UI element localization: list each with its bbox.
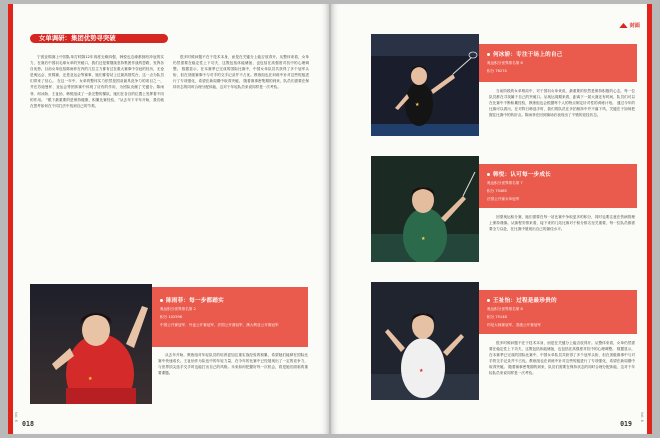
magazine-spread (8, 4, 652, 434)
profile-rank: 奥运积分世界排名第 6 (487, 61, 523, 65)
svg-text:★: ★ (88, 376, 93, 382)
chen-yufei-photo (30, 284, 152, 404)
svg-text:★: ★ (415, 102, 420, 108)
profile-rank: 奥运积分世界排名第 2 (160, 307, 196, 311)
right-body-column-2: 回望奥运积分赛，她们需要在每一站比赛中争取更多的积分，同时也要注意在伤病管理上保持谨慎。从赛程安排来看，接下来的几站比赛对于积分排名至关重要，每一位队员都需要全力以赴，在比赛中展现出自己的最佳水平。 (489, 215, 635, 232)
left-body-column-3: 从去年开始，教练组对年轻队员的培养更加注重实战经验的积累，希望她们能够在国际比赛中快速成长。王祉怡作为队伍中的年轻力量，在今年的比赛中已经展现出了一定的竞争力，与世界顶尖选手交手时也能打出自己的风格。未来如何把握好每一次机会，将是她们面临的重要课题。 (158, 353, 308, 376)
right-page-number: 019 (620, 420, 632, 428)
profile-titles: 印尼大师赛冠军、香港公开赛冠军 (487, 323, 541, 327)
bullet-icon (487, 53, 490, 56)
brand-label: 封面 (629, 23, 640, 29)
svg-text:★: ★ (419, 368, 424, 374)
bullet-icon (487, 299, 490, 302)
profile-points: 积分 75148 (487, 315, 507, 319)
profile-titles: 法国公开赛女单冠军 (487, 197, 520, 201)
profile-name: 陈雨菲：每一步都踏实 (160, 296, 224, 304)
profile-card-he (479, 44, 637, 82)
he-bingjiao-photo (371, 34, 479, 136)
profile-points: 积分 75485 (487, 189, 507, 193)
section-title (30, 33, 190, 44)
left-page (8, 4, 329, 434)
profile-points: 积分 76274 (487, 69, 507, 73)
left-page-number: 018 (22, 420, 34, 428)
profile-rank: 奥运积分世界排名第 7 (487, 181, 523, 185)
right-page (331, 4, 652, 434)
left-edge-stripe (8, 4, 13, 434)
profile-titles: 中国公开赛冠军、丹麦公开赛冠军、法国公开赛冠军、澳大利亚公开赛冠军 (160, 323, 279, 327)
bullet-icon (160, 299, 163, 302)
bullet-icon (487, 173, 490, 176)
svg-text:★: ★ (421, 236, 426, 242)
profile-name: 何冰娇：专注于场上的自己 (487, 50, 563, 58)
profile-name: 王祉怡：过程是最珍贵的 (487, 296, 557, 304)
right-edge-stripe (647, 4, 652, 434)
profile-card-han (479, 164, 637, 208)
right-footer-label: Vol. 6 (640, 412, 644, 422)
brand-logo-icon (619, 23, 628, 28)
profile-card-chen (152, 287, 308, 347)
right-body-column-3: 很多时候问题不在于技术本身，而是在关键分上能否放得开。从整体来看，女单仍然需要在稳定性上下功夫，这既包括体能储备，也包括在高强度对抗中的心理调整。 数据显示，在本赛季已完成的国际比赛中，中国女单队员共获得了多个冠军头衔，但在顶级赛事中与对手的交手记录并不占优。教练组也在训练中针对这些短板进行了专项强化，希望在新周期中取得突破。 随着赛事密集期的到来，队员们需要在保持状态的同时合理分配体能，这对于年轻队员来说同样是一次考验。 (489, 341, 635, 376)
section-title-label: 女单调研：集团优势寻突破 (30, 34, 168, 43)
left-body-column-1: 宁波亚锦赛上中国队单打时隔12年再度无缘四强，韩悦也边缘都拥有冲冠的实力，在赛后中国羽毛球女单的突破口，我们还是要继续坚持集团作战的思路，发挥各自优势。目前女单包括陈雨菲在内的几位主力都有过在重大赛事中夺冠的经历，无论是奥运会、世锦赛，还是亚运会等赛事，她们都曾站上过最高领奖台，这一点为队员们带来了信心。 在这一年中，女单的整体实力依然是国羽最具竞争力的项目之一，并在苏迪曼杯、亚运会等团体赛中体现了应有的作用，为团队贡献了关键分。陈雨菲、何冰娇、王祉怡、韩悦组成了一条完整的梯队，她们在各自的位置上发挥着不同的作用。 “眼下最重要的是保持健康，积累比赛经验，”从去年下半年开始，我们就在思考如何在不同打法中找到自己的节奏。 (30, 55, 164, 108)
profile-card-wang (479, 290, 637, 334)
profile-name: 韩悦：认可每一步成长 (487, 170, 551, 178)
profile-points: 积分 102596 (160, 315, 183, 319)
han-yue-photo (371, 156, 479, 262)
right-body-column-1: 当前阶段的女单格局中，对于国羽女单来说，最重要的依然是保持积极的心态，每一位队员都在寻找属于自己的突破口。从奥运周期来看，距离下一届大赛还有时间，队员们可以在比赛中不断积累经验，教练组也会根据每个人的特点制定针对性的训练计划。 通过今年的比赛可以看出，在对阵日韩选手时，我们的队员在多拍相持中并不落下风，关键在于如何把握住比赛中的转折点。陈雨菲在回到赛场后表现出了不错的竞技状态。 (489, 89, 635, 118)
left-footer-label: Vol. 6 (14, 412, 18, 422)
left-body-column-2: 很多时候问题不在于技术本身，而是在关键分上能否放得开。从整体来看，女单仍然需要在稳定性上下功夫，这既包括体能储备，也包括在高强度对抗中的心理调整。 数据显示，在本赛季已完成的国际比赛中，中国女单队员共获得了多个冠军头衔，但在顶级赛事中与对手的交手记录并不占优。教练组也在训练中针对这些短板进行了专项强化，希望在新周期中取得突破。 随着赛事密集期的到来，队员们需要在保持状态的同时合理分配体能，这对于年轻队员来说同样是一次考验。 (173, 55, 309, 90)
profile-rank: 奥运积分世界排名第 8 (487, 307, 523, 311)
brand-header (619, 22, 640, 29)
wang-zhiyi-photo (371, 282, 479, 400)
